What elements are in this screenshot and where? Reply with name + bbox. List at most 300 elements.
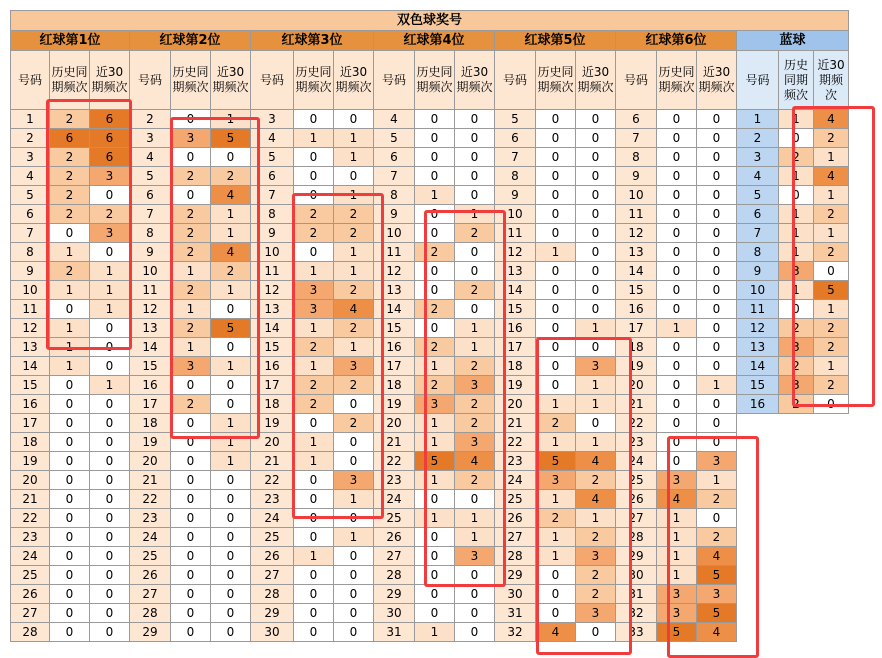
hist-frequency: 1	[779, 205, 814, 224]
column-header-hist: 历史同期频次	[779, 51, 814, 110]
ball-number: 30	[374, 604, 415, 623]
table-row	[11, 623, 849, 642]
ball-number: 20	[11, 471, 50, 490]
ball-number: 23	[616, 433, 657, 452]
recent-frequency: 0	[90, 490, 130, 509]
empty-cell	[737, 547, 779, 566]
ball-number: 3	[11, 148, 50, 167]
recent-frequency: 0	[576, 414, 616, 433]
ball-number: 19	[616, 357, 657, 376]
ball-number: 11	[374, 243, 415, 262]
hist-frequency: 0	[536, 376, 576, 395]
ball-number: 7	[616, 129, 657, 148]
recent-frequency: 0	[211, 623, 251, 642]
ball-number: 26	[374, 528, 415, 547]
ball-number: 15	[130, 357, 171, 376]
ball-number: 29	[251, 604, 294, 623]
recent-frequency: 2	[576, 471, 616, 490]
ball-number: 9	[251, 224, 294, 243]
ball-number: 16	[130, 376, 171, 395]
empty-cell	[737, 623, 779, 642]
recent-frequency: 2	[814, 319, 849, 338]
ball-number: 13	[130, 319, 171, 338]
hist-frequency: 0	[50, 433, 90, 452]
ball-number: 5	[374, 129, 415, 148]
ball-number: 28	[130, 604, 171, 623]
ball-number: 9	[130, 243, 171, 262]
recent-frequency: 0	[211, 585, 251, 604]
recent-frequency: 1	[211, 110, 251, 129]
ball-number: 21	[495, 414, 536, 433]
hist-frequency: 3	[779, 262, 814, 281]
recent-frequency: 0	[455, 186, 495, 205]
table-row	[11, 433, 849, 452]
hist-frequency: 2	[50, 148, 90, 167]
table-row	[11, 205, 849, 224]
hist-frequency: 1	[779, 167, 814, 186]
recent-frequency: 2	[814, 376, 849, 395]
ball-number: 5	[495, 110, 536, 129]
hist-frequency: 0	[50, 452, 90, 471]
recent-frequency: 0	[334, 433, 374, 452]
ball-number: 27	[374, 547, 415, 566]
hist-frequency: 0	[50, 224, 90, 243]
hist-frequency: 0	[657, 357, 697, 376]
recent-frequency: 5	[814, 281, 849, 300]
recent-frequency: 0	[90, 395, 130, 414]
recent-frequency: 0	[455, 623, 495, 642]
ball-number: 21	[130, 471, 171, 490]
ball-number: 29	[616, 547, 657, 566]
hist-frequency: 0	[657, 243, 697, 262]
ball-number: 19	[251, 414, 294, 433]
hist-frequency: 0	[50, 528, 90, 547]
recent-frequency: 1	[211, 281, 251, 300]
recent-frequency: 2	[211, 262, 251, 281]
ball-number: 4	[130, 148, 171, 167]
hist-frequency: 0	[415, 566, 455, 585]
hist-frequency: 0	[779, 300, 814, 319]
hist-frequency: 2	[50, 262, 90, 281]
hist-frequency: 5	[657, 623, 697, 642]
hist-frequency: 0	[294, 167, 334, 186]
recent-frequency: 0	[697, 281, 737, 300]
recent-frequency: 0	[211, 547, 251, 566]
hist-frequency: 1	[294, 433, 334, 452]
hist-frequency: 3	[657, 471, 697, 490]
table-row	[11, 547, 849, 566]
table-row	[11, 395, 849, 414]
recent-frequency: 0	[90, 585, 130, 604]
ball-number: 17	[495, 338, 536, 357]
empty-cell	[779, 471, 814, 490]
recent-frequency: 5	[211, 319, 251, 338]
ball-number: 20	[130, 452, 171, 471]
recent-frequency: 5	[697, 566, 737, 585]
recent-frequency: 0	[697, 186, 737, 205]
ball-number: 10	[130, 262, 171, 281]
empty-cell	[814, 490, 849, 509]
hist-frequency: 2	[536, 414, 576, 433]
ball-number: 8	[616, 148, 657, 167]
ball-number: 28	[495, 547, 536, 566]
column-header-recent: 近30期频次	[455, 51, 495, 110]
ball-number: 16	[616, 300, 657, 319]
ball-number: 4	[11, 167, 50, 186]
table-title: 双色球奖号	[11, 11, 849, 31]
recent-frequency: 2	[334, 376, 374, 395]
recent-frequency: 2	[90, 205, 130, 224]
ball-number: 4	[737, 167, 779, 186]
ball-number: 28	[251, 585, 294, 604]
empty-cell	[779, 604, 814, 623]
hist-frequency: 0	[294, 148, 334, 167]
recent-frequency: 0	[576, 148, 616, 167]
ball-number: 32	[495, 623, 536, 642]
hist-frequency: 2	[50, 167, 90, 186]
ball-number: 3	[251, 110, 294, 129]
ball-number: 22	[616, 414, 657, 433]
hist-frequency: 0	[294, 528, 334, 547]
recent-frequency: 1	[211, 357, 251, 376]
ball-number: 10	[495, 205, 536, 224]
hist-frequency: 0	[657, 129, 697, 148]
ball-number: 8	[495, 167, 536, 186]
recent-frequency: 0	[90, 186, 130, 205]
hist-frequency: 0	[536, 566, 576, 585]
hist-frequency: 1	[294, 547, 334, 566]
ball-number: 31	[374, 623, 415, 642]
ball-number: 17	[251, 376, 294, 395]
recent-frequency: 2	[814, 205, 849, 224]
recent-frequency: 1	[334, 528, 374, 547]
recent-frequency: 0	[455, 566, 495, 585]
recent-frequency: 2	[814, 129, 849, 148]
hist-frequency: 1	[294, 262, 334, 281]
ball-number: 6	[251, 167, 294, 186]
hist-frequency: 1	[536, 395, 576, 414]
table-row	[11, 452, 849, 471]
empty-cell	[737, 471, 779, 490]
recent-frequency: 3	[455, 547, 495, 566]
recent-frequency: 0	[211, 376, 251, 395]
hist-frequency: 3	[415, 395, 455, 414]
table-row	[11, 566, 849, 585]
ball-number: 22	[11, 509, 50, 528]
ball-number: 25	[11, 566, 50, 585]
column-header-recent: 近30期频次	[576, 51, 616, 110]
recent-frequency: 0	[697, 357, 737, 376]
ball-number: 12	[616, 224, 657, 243]
recent-frequency: 0	[90, 547, 130, 566]
hist-frequency: 1	[536, 243, 576, 262]
column-header-number: 号码	[251, 51, 294, 110]
ball-number: 18	[616, 338, 657, 357]
recent-frequency: 1	[211, 452, 251, 471]
recent-frequency: 0	[697, 129, 737, 148]
hist-frequency: 1	[657, 319, 697, 338]
ball-number: 13	[251, 300, 294, 319]
recent-frequency: 1	[90, 300, 130, 319]
hist-frequency: 2	[171, 243, 211, 262]
table-row	[11, 129, 849, 148]
recent-frequency: 0	[455, 604, 495, 623]
recent-frequency: 0	[211, 300, 251, 319]
ball-number: 14	[11, 357, 50, 376]
hist-frequency: 1	[657, 566, 697, 585]
ball-number: 11	[251, 262, 294, 281]
recent-frequency: 1	[455, 528, 495, 547]
recent-frequency: 0	[455, 110, 495, 129]
recent-frequency: 0	[576, 129, 616, 148]
hist-frequency: 0	[171, 566, 211, 585]
recent-frequency: 4	[576, 490, 616, 509]
empty-cell	[814, 452, 849, 471]
hist-frequency: 0	[294, 186, 334, 205]
recent-frequency: 1	[334, 148, 374, 167]
recent-frequency: 6	[90, 110, 130, 129]
hist-frequency: 0	[536, 319, 576, 338]
ball-number: 24	[374, 490, 415, 509]
empty-cell	[814, 414, 849, 433]
recent-frequency: 1	[334, 129, 374, 148]
hist-frequency: 1	[171, 338, 211, 357]
hist-frequency: 0	[415, 490, 455, 509]
hist-frequency: 2	[415, 376, 455, 395]
recent-frequency: 0	[90, 452, 130, 471]
column-header-hist: 历史同期频次	[536, 51, 576, 110]
recent-frequency: 0	[90, 509, 130, 528]
recent-frequency: 4	[211, 243, 251, 262]
hist-frequency: 2	[171, 281, 211, 300]
recent-frequency: 1	[576, 376, 616, 395]
recent-frequency: 0	[697, 205, 737, 224]
hist-frequency: 1	[415, 186, 455, 205]
hist-frequency: 2	[50, 110, 90, 129]
ball-number: 16	[737, 395, 779, 414]
recent-frequency: 0	[334, 585, 374, 604]
ball-number: 27	[251, 566, 294, 585]
hist-frequency: 0	[50, 414, 90, 433]
ball-number: 7	[251, 186, 294, 205]
table-row	[11, 224, 849, 243]
table-row	[11, 281, 849, 300]
recent-frequency: 0	[334, 604, 374, 623]
ball-number: 23	[11, 528, 50, 547]
empty-cell	[737, 566, 779, 585]
hist-frequency: 0	[50, 471, 90, 490]
empty-cell	[814, 585, 849, 604]
hist-frequency: 0	[294, 110, 334, 129]
hist-frequency: 0	[536, 604, 576, 623]
table-row	[11, 300, 849, 319]
empty-cell	[779, 566, 814, 585]
ball-number: 7	[495, 148, 536, 167]
table-row	[11, 585, 849, 604]
recent-frequency: 0	[576, 110, 616, 129]
ball-number: 25	[495, 490, 536, 509]
hist-frequency: 0	[171, 490, 211, 509]
hist-frequency: 0	[657, 414, 697, 433]
hist-frequency: 0	[415, 167, 455, 186]
hist-frequency: 2	[171, 319, 211, 338]
ball-number: 13	[11, 338, 50, 357]
hist-frequency: 2	[50, 186, 90, 205]
recent-frequency: 0	[90, 433, 130, 452]
recent-frequency: 0	[576, 262, 616, 281]
recent-frequency: 3	[576, 604, 616, 623]
table-row	[11, 186, 849, 205]
hist-frequency: 0	[536, 148, 576, 167]
ball-number: 32	[616, 604, 657, 623]
ball-number: 20	[495, 395, 536, 414]
column-header-recent: 近30期频次	[697, 51, 737, 110]
recent-frequency: 0	[697, 319, 737, 338]
recent-frequency: 0	[455, 167, 495, 186]
hist-frequency: 0	[657, 167, 697, 186]
hist-frequency: 0	[50, 490, 90, 509]
table-row	[11, 262, 849, 281]
recent-frequency: 4	[814, 110, 849, 129]
ball-number: 17	[374, 357, 415, 376]
group-header: 红球第5位	[495, 31, 616, 51]
recent-frequency: 1	[814, 300, 849, 319]
ball-number: 8	[11, 243, 50, 262]
hist-frequency: 0	[536, 129, 576, 148]
ball-number: 11	[737, 300, 779, 319]
hist-frequency: 1	[657, 509, 697, 528]
ball-number: 26	[251, 547, 294, 566]
recent-frequency: 0	[211, 148, 251, 167]
recent-frequency: 1	[334, 186, 374, 205]
table-row	[11, 604, 849, 623]
hist-frequency: 0	[657, 205, 697, 224]
ball-number: 15	[495, 300, 536, 319]
hist-frequency: 0	[171, 528, 211, 547]
hist-frequency: 0	[415, 585, 455, 604]
ball-number: 15	[737, 376, 779, 395]
hist-frequency: 0	[657, 300, 697, 319]
recent-frequency: 0	[697, 414, 737, 433]
ball-number: 33	[616, 623, 657, 642]
hist-frequency: 0	[294, 604, 334, 623]
recent-frequency: 0	[211, 528, 251, 547]
recent-frequency: 1	[576, 433, 616, 452]
hist-frequency: 0	[657, 224, 697, 243]
empty-cell	[814, 604, 849, 623]
recent-frequency: 1	[814, 148, 849, 167]
recent-frequency: 0	[90, 338, 130, 357]
hist-frequency: 0	[415, 281, 455, 300]
recent-frequency: 0	[90, 357, 130, 376]
hist-frequency: 0	[171, 148, 211, 167]
column-header-hist: 历史同期频次	[415, 51, 455, 110]
ball-number: 10	[251, 243, 294, 262]
ball-number: 3	[737, 148, 779, 167]
hist-frequency: 1	[536, 433, 576, 452]
recent-frequency: 0	[211, 509, 251, 528]
ball-number: 6	[616, 110, 657, 129]
recent-frequency: 0	[455, 585, 495, 604]
recent-frequency: 4	[211, 186, 251, 205]
ball-number: 5	[251, 148, 294, 167]
recent-frequency: 0	[455, 300, 495, 319]
recent-frequency: 2	[334, 281, 374, 300]
recent-frequency: 1	[90, 281, 130, 300]
hist-frequency: 2	[779, 148, 814, 167]
ball-number: 5	[737, 186, 779, 205]
hist-frequency: 3	[779, 376, 814, 395]
hist-frequency: 2	[536, 509, 576, 528]
empty-cell	[814, 566, 849, 585]
ball-number: 22	[251, 471, 294, 490]
group-header: 红球第4位	[374, 31, 495, 51]
hist-frequency: 1	[294, 319, 334, 338]
recent-frequency: 0	[334, 110, 374, 129]
ball-number: 11	[616, 205, 657, 224]
ball-number: 4	[251, 129, 294, 148]
empty-cell	[779, 490, 814, 509]
recent-frequency: 0	[697, 243, 737, 262]
hist-frequency: 0	[415, 262, 455, 281]
ball-number: 12	[130, 300, 171, 319]
recent-frequency: 0	[576, 338, 616, 357]
ball-number: 10	[616, 186, 657, 205]
hist-frequency: 0	[657, 376, 697, 395]
ball-number: 13	[374, 281, 415, 300]
hist-frequency: 1	[536, 490, 576, 509]
ball-number: 20	[616, 376, 657, 395]
recent-frequency: 0	[211, 395, 251, 414]
table-row	[11, 167, 849, 186]
group-header: 红球第1位	[11, 31, 130, 51]
hist-frequency: 0	[294, 471, 334, 490]
ball-number: 21	[374, 433, 415, 452]
recent-frequency: 0	[814, 262, 849, 281]
recent-frequency: 0	[697, 262, 737, 281]
hist-frequency: 1	[779, 281, 814, 300]
ball-number: 23	[251, 490, 294, 509]
hist-frequency: 0	[779, 186, 814, 205]
ball-number: 25	[130, 547, 171, 566]
recent-frequency: 0	[90, 471, 130, 490]
recent-frequency: 6	[90, 129, 130, 148]
hist-frequency: 0	[415, 547, 455, 566]
ball-number: 24	[251, 509, 294, 528]
hist-frequency: 3	[779, 338, 814, 357]
recent-frequency: 1	[211, 205, 251, 224]
column-header-recent: 近30期频次	[334, 51, 374, 110]
ball-number: 24	[130, 528, 171, 547]
ball-number: 11	[130, 281, 171, 300]
hist-frequency: 1	[50, 338, 90, 357]
hist-frequency: 0	[50, 395, 90, 414]
hist-frequency: 1	[50, 319, 90, 338]
recent-frequency: 3	[576, 357, 616, 376]
ball-number: 27	[130, 585, 171, 604]
recent-frequency: 0	[697, 395, 737, 414]
empty-cell	[779, 509, 814, 528]
hist-frequency: 1	[536, 528, 576, 547]
empty-cell	[737, 528, 779, 547]
hist-frequency: 1	[536, 547, 576, 566]
recent-frequency: 0	[90, 243, 130, 262]
ball-number: 25	[374, 509, 415, 528]
ball-number: 7	[737, 224, 779, 243]
hist-frequency: 0	[171, 452, 211, 471]
hist-frequency: 0	[657, 433, 697, 452]
ball-number: 9	[495, 186, 536, 205]
